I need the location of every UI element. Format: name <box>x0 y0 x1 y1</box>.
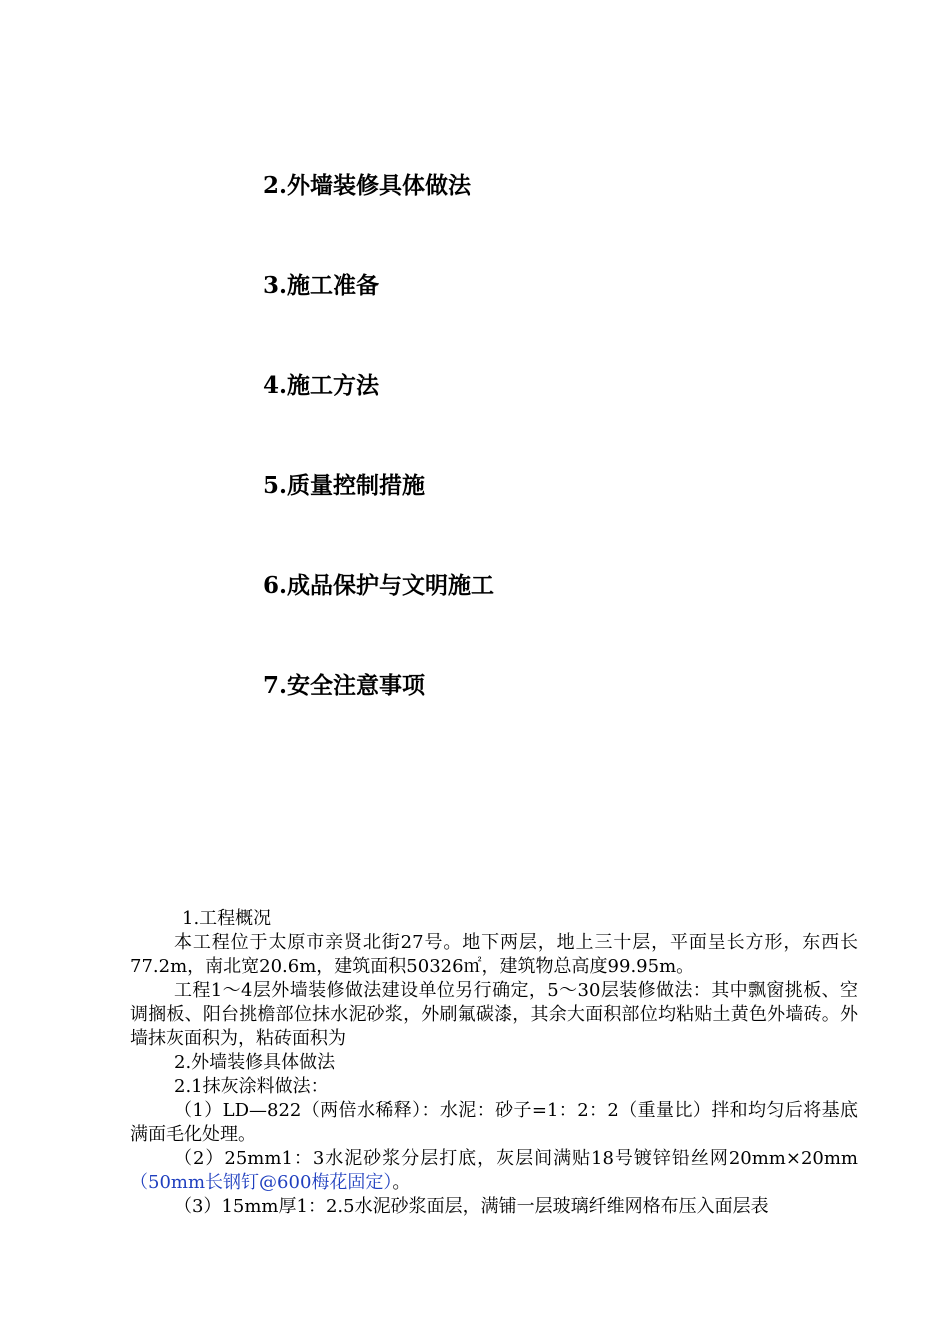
list-item: （1）LD—822（两倍水稀释）：水泥：砂子=1：2：2（重量比）拌和均匀后将基底满面毛化处理。 <box>130 1100 858 1145</box>
list-item <box>130 1147 858 1195</box>
table-of-contents <box>263 168 494 768</box>
toc-item: 3.施工准备 <box>263 272 380 299</box>
body-text <box>130 907 858 1219</box>
toc-item: 6.成品保护与文明施工 <box>263 572 495 599</box>
toc-item: 5.质量控制措施 <box>263 472 426 499</box>
paragraph: 本工程位于太原市亲贤北街27号。地下两层，地上三十层，平面呈长方形，东西长77.2m，南北宽20.6m，建筑面积50326㎡，建筑物总高度99.95m。 <box>130 932 858 977</box>
highlighted-note: （50mm长钢钉@600梅花固定） <box>130 1172 393 1193</box>
toc-item: 7.安全注意事项 <box>263 672 426 699</box>
section-heading: 2.外墙装修具体做法 <box>174 1052 336 1073</box>
section-heading: 1.工程概况 <box>182 908 272 929</box>
toc-item: 2.外墙装修具体做法 <box>263 172 472 199</box>
toc-item: 4.施工方法 <box>263 372 380 399</box>
list-item-text: （2）25mm1：3水泥砂浆分层打底，灰层间满贴18号镀锌铅丝网20mm×20mm <box>174 1148 858 1169</box>
list-item: （3）15mm厚1：2.5水泥砂浆面层，满铺一层玻璃纤维网格布压入面层表 <box>174 1196 769 1217</box>
paragraph: 工程1～4层外墙装修做法建设单位另行确定，5～30层装修做法：其中飘窗挑板、空调搁板、阳台挑檐部位抹水泥砂浆，外刷氟碳漆，其余大面积部位均粘贴土黄色外墙砖。外墙抹灰面积为，粘砖面积为 <box>130 980 858 1049</box>
list-item-end: 。 <box>392 1172 411 1193</box>
subsection-heading: 2.1抹灰涂料做法： <box>174 1076 329 1097</box>
